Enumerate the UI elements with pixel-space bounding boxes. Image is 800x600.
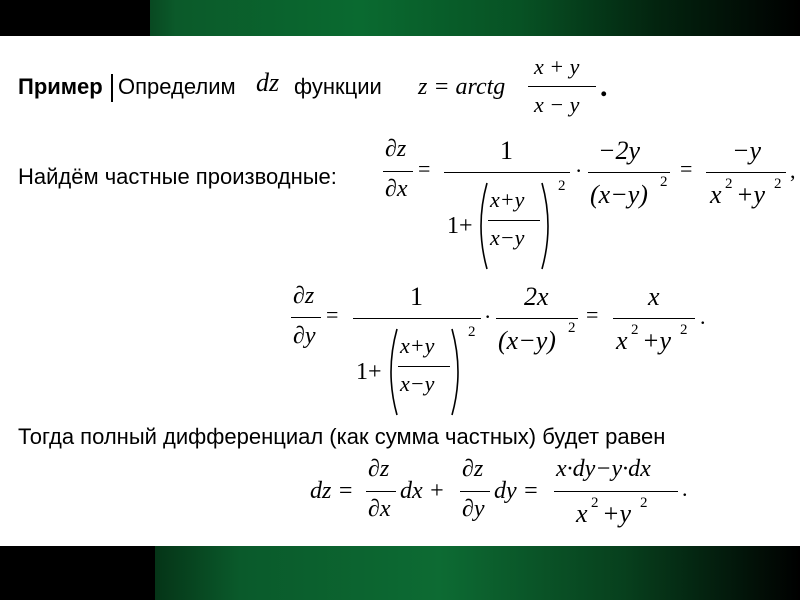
dzdx-inner-den: x−y [490,225,525,250]
total-label: Тогда полный дифференциал (как сумма частных) будет равен [18,424,666,449]
dzdx-comma: , [790,158,796,183]
dzdy-sq: 2 [468,324,476,340]
arctg-numerator: x + y [534,54,580,79]
dzdy-r-sq2: 2 [680,322,688,338]
dzdx-f2-sq: 2 [660,174,668,190]
total-dzdy-bar [460,491,490,492]
dzdx-f2-den: (x−y) [590,180,648,209]
total-den-x: x [576,499,588,528]
total-den-sq2: 2 [640,495,648,511]
dzdx-one-plus: 1+ [447,213,473,239]
dzdy-f2-bar [496,318,578,319]
dzdx-r-bar [706,172,786,173]
dzdy-one: 1 [410,282,423,311]
dot-2: · [484,304,492,329]
dzdx-r-plus-y: +y [736,180,766,209]
dzdy-r-den-x: x [616,326,628,355]
dzdx-f2-num: −2y [598,136,641,165]
slide-content [0,36,800,546]
dzdy-f2-num: 2x [524,282,549,311]
dzdy-inner-num: x+y [400,333,435,358]
z-equals-arctg: z = arctg [418,74,506,100]
eq-sign-2: = [680,156,693,181]
dzdx-f2-bar [588,172,670,173]
total-period: . [682,476,688,501]
dzdy-right-paren [450,327,464,417]
dzdx-main-bar [444,172,570,173]
total-dzdx-bar [366,491,396,492]
dzdy-d-num: ∂z [293,283,315,309]
total-numerator: x·dy−y·dx [556,456,651,482]
eq-sign-4: = [586,302,599,327]
dzdy-bar [291,317,321,318]
total-dx-plus: dx + [400,478,445,504]
dzdy-one-plus: 1+ [356,359,382,385]
arctg-denominator: x − y [534,92,580,117]
dzdx-d-num: ∂z [385,136,407,162]
dzdy-left-paren [385,327,399,417]
dzdx-one: 1 [500,136,513,165]
total-main-bar [554,491,678,492]
dot-1: · [575,158,583,183]
dzdx-d-den: ∂x [385,176,408,202]
eq-sign-1: = [418,156,431,181]
bottom-dark-corner [0,546,155,600]
dzdy-inner-den: x−y [400,371,435,396]
example-period: . [600,70,608,103]
dz-symbol: dz [256,68,280,97]
partials-label: Найдём частные производные: [18,164,337,189]
function-text: функции [294,74,382,99]
total-dzdx-num: ∂z [368,456,390,482]
dzdy-f2-den: (x−y) [498,326,556,355]
dzdx-bar [383,171,413,172]
dzdx-right-paren [540,181,554,271]
dzdy-inner-bar [398,366,450,367]
top-dark-corner [0,0,150,36]
dzdy-r-bar [613,318,695,319]
dzdx-left-paren [475,181,489,271]
dzdy-d-den: ∂y [293,323,316,349]
total-dy-eq: dy = [494,478,539,504]
total-dz-eq: dz = [310,478,354,504]
total-dzdy-den: ∂y [462,496,485,522]
example-label: Пример [18,74,103,99]
dzdx-inner-num: x+y [490,187,525,212]
dzdx-inner-bar [488,220,540,221]
total-dzdy-num: ∂z [462,456,484,482]
dzdy-r-sq1: 2 [631,322,639,338]
dzdx-r-sq2: 2 [774,176,782,192]
dzdy-r-plus-y: +y [642,326,672,355]
dzdx-sq: 2 [558,178,566,194]
dzdy-period: . [700,304,706,329]
define-text: Определим [118,74,236,99]
total-dzdx-den: ∂x [368,496,391,522]
dzdx-r-num: −y [732,136,762,165]
dzdy-f2-sq: 2 [568,320,576,336]
text-cursor [111,74,113,102]
dzdx-r-sq1: 2 [725,176,733,192]
total-den-sq1: 2 [591,495,599,511]
dzdy-r-num: x [648,282,660,311]
arctg-fraction-bar [528,86,596,87]
dzdx-r-den-x: x [710,180,722,209]
total-den-plus-y: +y [602,499,632,528]
eq-sign-3: = [326,302,339,327]
dzdy-main-bar [353,318,481,319]
